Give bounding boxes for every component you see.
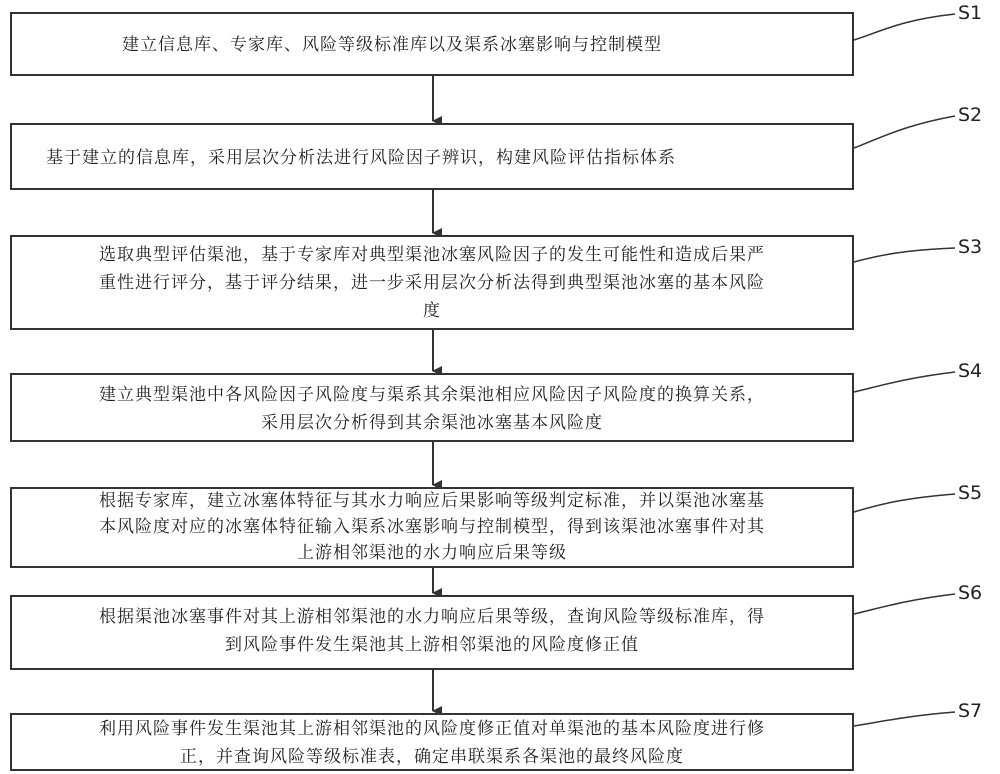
step-text-s4: 建立典型渠池中各风险因子风险度与渠系其余渠池相应风险因子风险度的换算关系， 采用层次分析得到其余渠池冰塞基本风险度 — [99, 385, 765, 433]
step-box-s3 — [10, 235, 854, 330]
leader-s3 — [854, 248, 955, 262]
leader-s1 — [854, 14, 955, 40]
leader-s5 — [854, 494, 955, 512]
step-text-s2: 基于建立的信息库，采用层次分析法进行风险因子辨识，构建风险评估指标体系 — [46, 148, 676, 168]
step-label-s6: S6 — [958, 582, 983, 604]
step-text-s1: 建立信息库、专家库、风险等级标准库以及渠系冰塞影响与控制模型 — [122, 35, 662, 55]
step-text-s5: 根据专家库，建立冰塞体特征与其水力响应后果影响等级判定标准，并以渠池冰塞基 本风险度对应的冰塞体特征输入渠系冰塞影响与控制模型，得到该渠池冰塞事件对其 上游相邻渠池的水力响应后果等级 — [99, 491, 765, 563]
step-label-s5: S5 — [958, 482, 983, 504]
step-box-s6 — [10, 595, 854, 670]
step-box-s7 — [10, 713, 854, 771]
step-label-s2: S2 — [958, 104, 983, 126]
step-label-s4: S4 — [958, 360, 983, 382]
step-text-s6: 根据渠池冰塞事件对其上游相邻渠池的水力响应后果等级，查询风险等级标准库，得 到风险事件发生渠池其上游相邻渠池的风险度修正值 — [99, 607, 765, 655]
step-text-s3: 选取典型评估渠池，基于专家库对典型渠池冰塞风险因子的发生可能性和造成后果严 重性进行评分，基于评分结果，进一步采用层次分析法得到典型渠池冰塞的基本风险 度 — [99, 245, 765, 321]
step-text-s7: 利用风险事件发生渠池其上游相邻渠池的风险度修正值对单渠池的基本风险度进行修 正，并查询风险等级标准表，确定串联渠系各渠池的最终风险度 — [99, 719, 765, 767]
leader-s7 — [854, 712, 955, 726]
leader-s2 — [854, 116, 955, 148]
step-box-s1 — [10, 12, 854, 76]
leader-s6 — [854, 594, 955, 614]
step-box-s5 — [10, 487, 854, 568]
step-label-s7: S7 — [958, 700, 983, 722]
step-box-s2 — [10, 123, 854, 190]
step-label-s3: S3 — [958, 236, 983, 258]
leader-s4 — [854, 372, 955, 392]
step-box-s4 — [10, 373, 854, 442]
step-label-s1: S1 — [958, 2, 983, 24]
